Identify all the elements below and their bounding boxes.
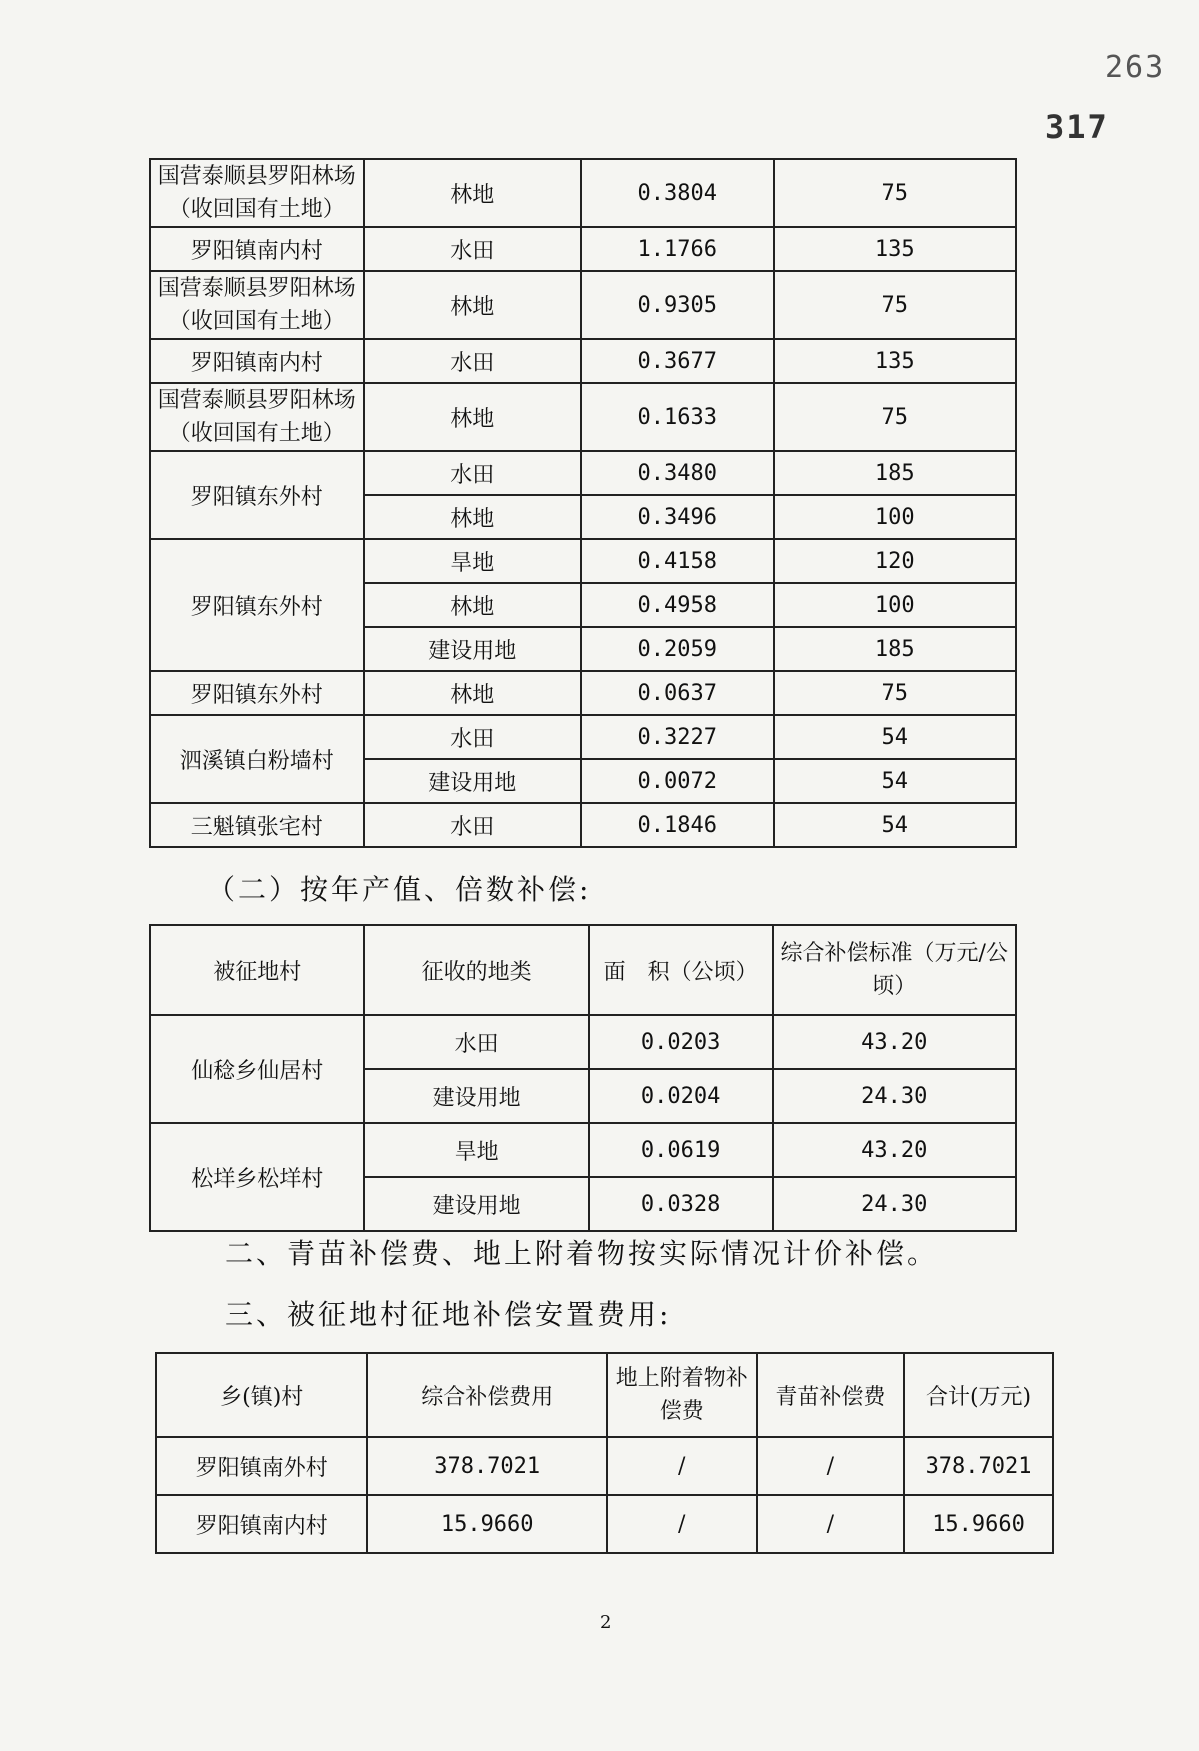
section-heading-annual-output: （二）按年产值、倍数补偿: <box>207 873 592 906</box>
land-type-cell: 水田 <box>364 1015 588 1069</box>
land-type-cell: 林地 <box>364 495 581 539</box>
land-type-cell: 建设用地 <box>364 627 581 671</box>
paragraph-resettlement-costs: 三、被征地村征地补偿安置费用: <box>225 1298 672 1331</box>
page-number: 2 <box>600 1612 612 1633</box>
village-cell: 罗阳镇南外村 <box>156 1437 367 1495</box>
column-header: 地上附着物补偿费 <box>607 1353 757 1437</box>
table-row <box>150 227 1016 271</box>
village-cell: 国营泰顺县罗阳林场（收回国有土地） <box>150 383 364 451</box>
column-header: 乡(镇)村 <box>156 1353 367 1437</box>
village-cell: 国营泰顺县罗阳林场（收回国有土地） <box>150 159 364 227</box>
total-cell: 15.9660 <box>904 1495 1053 1553</box>
standard-cell: 54 <box>774 803 1016 847</box>
resettlement-cost-table <box>155 1352 1054 1554</box>
column-header: 合计(万元) <box>904 1353 1053 1437</box>
standard-cell: 54 <box>774 759 1016 803</box>
land-type-cell: 林地 <box>364 159 581 227</box>
standard-cell: 135 <box>774 339 1016 383</box>
standard-cell: 135 <box>774 227 1016 271</box>
table-row <box>150 451 1016 495</box>
village-cell: 罗阳镇南内村 <box>150 339 364 383</box>
standard-cell: 185 <box>774 627 1016 671</box>
standard-cell: 100 <box>774 583 1016 627</box>
area-cell: 0.1633 <box>581 383 774 451</box>
village-cell: 罗阳镇东外村 <box>150 451 364 539</box>
standard-cell: 120 <box>774 539 1016 583</box>
area-cell: 0.1846 <box>581 803 774 847</box>
land-type-cell: 水田 <box>364 339 581 383</box>
standard-cell: 185 <box>774 451 1016 495</box>
land-type-cell: 建设用地 <box>364 1069 588 1123</box>
area-cell: 0.3677 <box>581 339 774 383</box>
column-header: 面 积（公顷） <box>589 925 773 1015</box>
village-cell: 泗溪镇白粉墙村 <box>150 715 364 803</box>
village-cell: 松垟乡松垟村 <box>150 1123 364 1231</box>
table-row <box>150 671 1016 715</box>
standard-cell: 43.20 <box>773 1015 1017 1069</box>
table-header-row <box>156 1353 1053 1437</box>
land-type-cell: 林地 <box>364 583 581 627</box>
column-header: 青苗补偿费 <box>757 1353 905 1437</box>
village-cell: 罗阳镇东外村 <box>150 671 364 715</box>
table-row <box>150 803 1016 847</box>
compensation-table-continued <box>149 158 1017 848</box>
village-cell: 国营泰顺县罗阳林场（收回国有土地） <box>150 271 364 339</box>
village-cell: 三魁镇张宅村 <box>150 803 364 847</box>
table-row <box>150 159 1016 227</box>
village-cell: 罗阳镇南内村 <box>156 1495 367 1553</box>
area-cell: 0.0072 <box>581 759 774 803</box>
table-row <box>150 271 1016 339</box>
standard-cell: 75 <box>774 159 1016 227</box>
archive-stamp-number-secondary: 317 <box>1045 108 1109 146</box>
standard-cell: 75 <box>774 271 1016 339</box>
table-row <box>150 1123 1016 1177</box>
land-type-cell: 水田 <box>364 451 581 495</box>
total-cell: 378.7021 <box>904 1437 1053 1495</box>
village-cell: 仙稔乡仙居村 <box>150 1015 364 1123</box>
crop-fee-cell: / <box>757 1495 905 1553</box>
standard-cell: 43.20 <box>773 1123 1017 1177</box>
area-cell: 0.9305 <box>581 271 774 339</box>
area-cell: 0.4958 <box>581 583 774 627</box>
village-cell: 罗阳镇南内村 <box>150 227 364 271</box>
table-row <box>150 383 1016 451</box>
land-type-cell: 水田 <box>364 803 581 847</box>
comp-fee-cell: 15.9660 <box>367 1495 607 1553</box>
column-header: 综合补偿费用 <box>367 1353 607 1437</box>
standard-cell: 24.30 <box>773 1177 1017 1231</box>
village-cell: 罗阳镇东外村 <box>150 539 364 671</box>
land-type-cell: 水田 <box>364 227 581 271</box>
area-cell: 1.1766 <box>581 227 774 271</box>
area-cell: 0.3227 <box>581 715 774 759</box>
standard-cell: 75 <box>774 671 1016 715</box>
table-header-row <box>150 925 1016 1015</box>
attachment-fee-cell: / <box>607 1495 757 1553</box>
land-type-cell: 林地 <box>364 383 581 451</box>
column-header: 被征地村 <box>150 925 364 1015</box>
area-cell: 0.0637 <box>581 671 774 715</box>
table-row <box>150 715 1016 759</box>
area-cell: 0.0203 <box>589 1015 773 1069</box>
area-cell: 0.3804 <box>581 159 774 227</box>
land-type-cell: 旱地 <box>364 1123 588 1177</box>
area-cell: 0.2059 <box>581 627 774 671</box>
standard-cell: 100 <box>774 495 1016 539</box>
area-cell: 0.3496 <box>581 495 774 539</box>
column-header: 综合补偿标准（万元/公顷） <box>773 925 1017 1015</box>
crop-fee-cell: / <box>757 1437 905 1495</box>
area-cell: 0.3480 <box>581 451 774 495</box>
annual-output-compensation-table <box>149 924 1017 1232</box>
table-row <box>150 539 1016 583</box>
paragraph-crop-compensation: 二、青苗补偿费、地上附着物按实际情况计价补偿。 <box>225 1237 939 1270</box>
table-row <box>150 1015 1016 1069</box>
land-type-cell: 建设用地 <box>364 1177 588 1231</box>
table-row <box>156 1437 1053 1495</box>
area-cell: 0.0619 <box>589 1123 773 1177</box>
area-cell: 0.4158 <box>581 539 774 583</box>
attachment-fee-cell: / <box>607 1437 757 1495</box>
land-type-cell: 林地 <box>364 271 581 339</box>
standard-cell: 54 <box>774 715 1016 759</box>
column-header: 征收的地类 <box>364 925 588 1015</box>
land-type-cell: 旱地 <box>364 539 581 583</box>
land-type-cell: 建设用地 <box>364 759 581 803</box>
land-type-cell: 林地 <box>364 671 581 715</box>
standard-cell: 75 <box>774 383 1016 451</box>
area-cell: 0.0204 <box>589 1069 773 1123</box>
table-row <box>156 1495 1053 1553</box>
comp-fee-cell: 378.7021 <box>367 1437 607 1495</box>
standard-cell: 24.30 <box>773 1069 1017 1123</box>
area-cell: 0.0328 <box>589 1177 773 1231</box>
land-type-cell: 水田 <box>364 715 581 759</box>
table-row <box>150 339 1016 383</box>
archive-stamp-number: 263 <box>1105 50 1166 85</box>
